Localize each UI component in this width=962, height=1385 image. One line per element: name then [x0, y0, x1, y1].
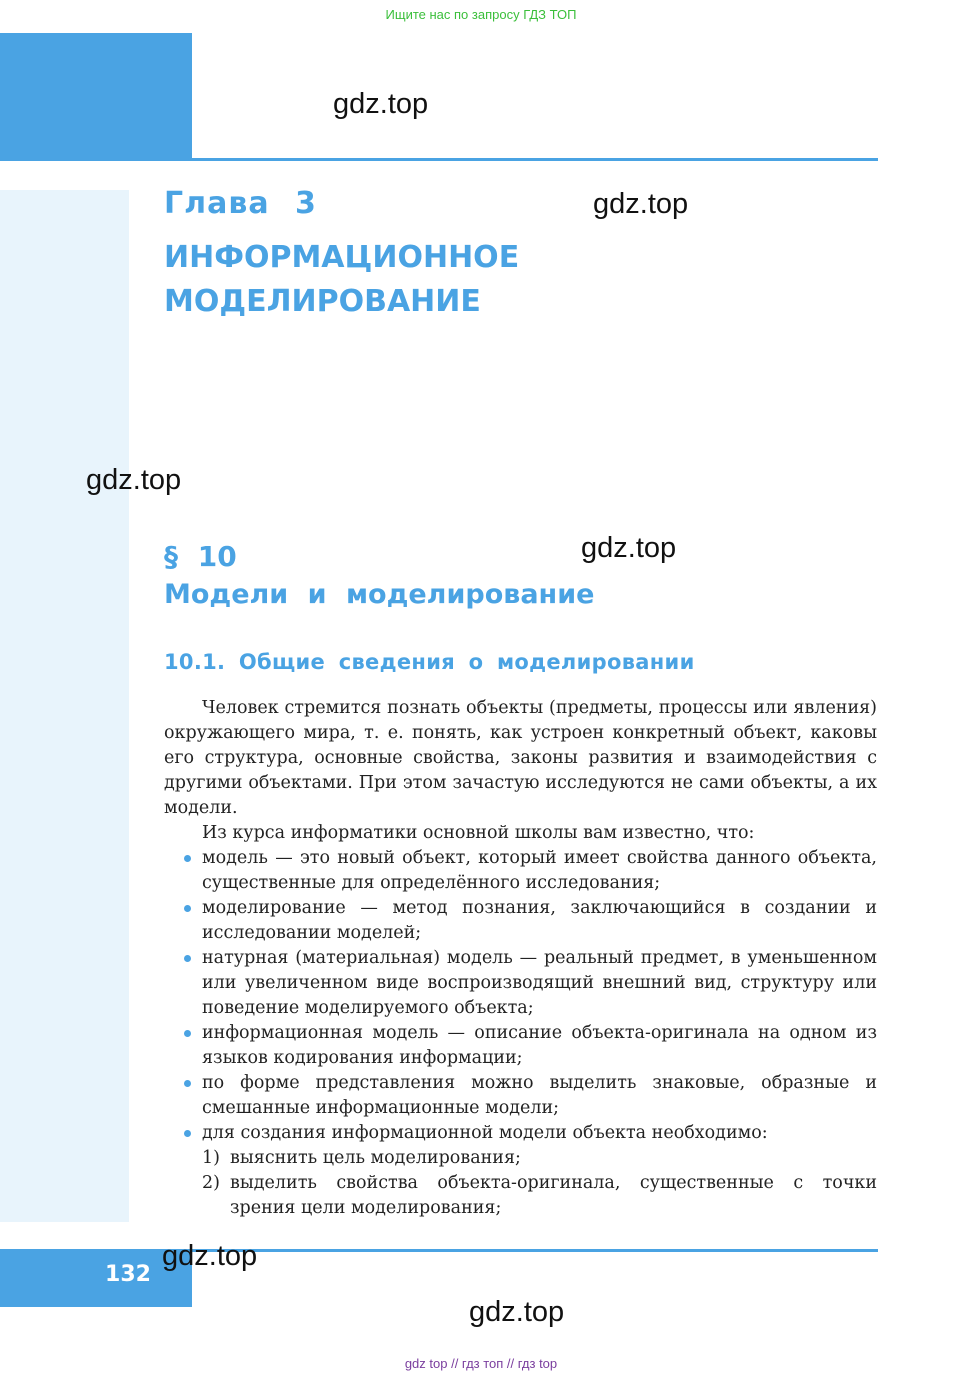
list-item — [164, 896, 877, 946]
watermark: gdz.top — [469, 1296, 565, 1328]
item-number: 1) — [202, 1148, 220, 1168]
footer-rule — [192, 1249, 878, 1252]
item-number: 2) — [202, 1173, 220, 1193]
bullet-dot-icon — [184, 1030, 191, 1037]
bullet-list — [164, 846, 877, 1146]
watermark: gdz.top — [581, 532, 677, 564]
watermark: gdz.top — [593, 188, 689, 220]
list-item-text: моделирование — метод познания, заключающийся в создании и исследовании моделей; — [202, 898, 877, 943]
subsection-title: 10.1. Общие сведения о моделировании — [164, 650, 695, 674]
list-item — [164, 1071, 877, 1121]
list-item — [164, 1121, 877, 1146]
bullet-dot-icon — [184, 905, 191, 912]
numbered-list — [164, 1146, 877, 1221]
page-number: 132 — [105, 1262, 151, 1287]
bullet-dot-icon — [184, 855, 191, 862]
chapter-title-line: МОДЕЛИРОВАНИЕ — [164, 284, 481, 319]
chapter-label: Глава 3 — [164, 186, 317, 221]
numbered-item-text: выделить свойства объекта-оригинала, существенные с точки зрения цели моделирования; — [230, 1173, 877, 1218]
list-item-text: по форме представления можно выделить знаковые, образные и смешанные информационные модели; — [202, 1073, 877, 1118]
list-item — [164, 1021, 877, 1071]
list-item-text: натурная (материальная) модель — реальный предмет, в уменьшенном или увеличенном виде воспроизводящий внешний вид, структуру или поведение моделируемого объекта; — [202, 948, 877, 1018]
paragraph: Человек стремится познать объекты (предметы, процессы или явления) окружающего мира, т. е. понять, как устроен конкретный объект, каковы его структура, основные свойства, законы развития и взаимодействия с другими объектами. При этом зачастую исследуются не сами объекты, а их модели. — [164, 698, 877, 818]
header-color-block — [0, 33, 192, 161]
bullet-dot-icon — [184, 1080, 191, 1087]
bottom-banner: gdz top // гдз топ // гдз top — [404, 1356, 558, 1371]
numbered-item — [202, 1146, 877, 1171]
numbered-item — [202, 1171, 877, 1221]
section-title: Модели и моделирование — [164, 579, 595, 610]
list-item-text: модель — это новый объект, который имеет свойства данного объекта, существенные для определённого исследования; — [202, 848, 877, 893]
watermark: gdz.top — [162, 1240, 258, 1272]
top-banner: Ищите нас по запросу ГДЗ ТОП — [385, 7, 577, 22]
bullet-dot-icon — [184, 955, 191, 962]
bullet-dot-icon — [184, 1130, 191, 1137]
list-item-text: информационная модель — описание объекта-оригинала на одном из языков кодирования информации; — [202, 1023, 877, 1068]
section-number: § 10 — [164, 540, 237, 573]
list-item-text: для создания информационной модели объекта необходимо: — [202, 1123, 768, 1143]
watermark: gdz.top — [86, 464, 182, 496]
header-rule — [192, 158, 878, 161]
list-item — [164, 846, 877, 896]
watermark: gdz.top — [333, 88, 429, 120]
numbered-item-text: выяснить цель моделирования; — [230, 1148, 521, 1168]
side-strip — [0, 190, 129, 1222]
paragraph: Из курса информатики основной школы вам известно, что: — [202, 823, 755, 843]
list-item — [164, 946, 877, 1021]
body-text — [164, 696, 877, 1221]
chapter-title-line: ИНФОРМАЦИОННОЕ — [164, 240, 520, 275]
chapter-title — [164, 236, 519, 324]
